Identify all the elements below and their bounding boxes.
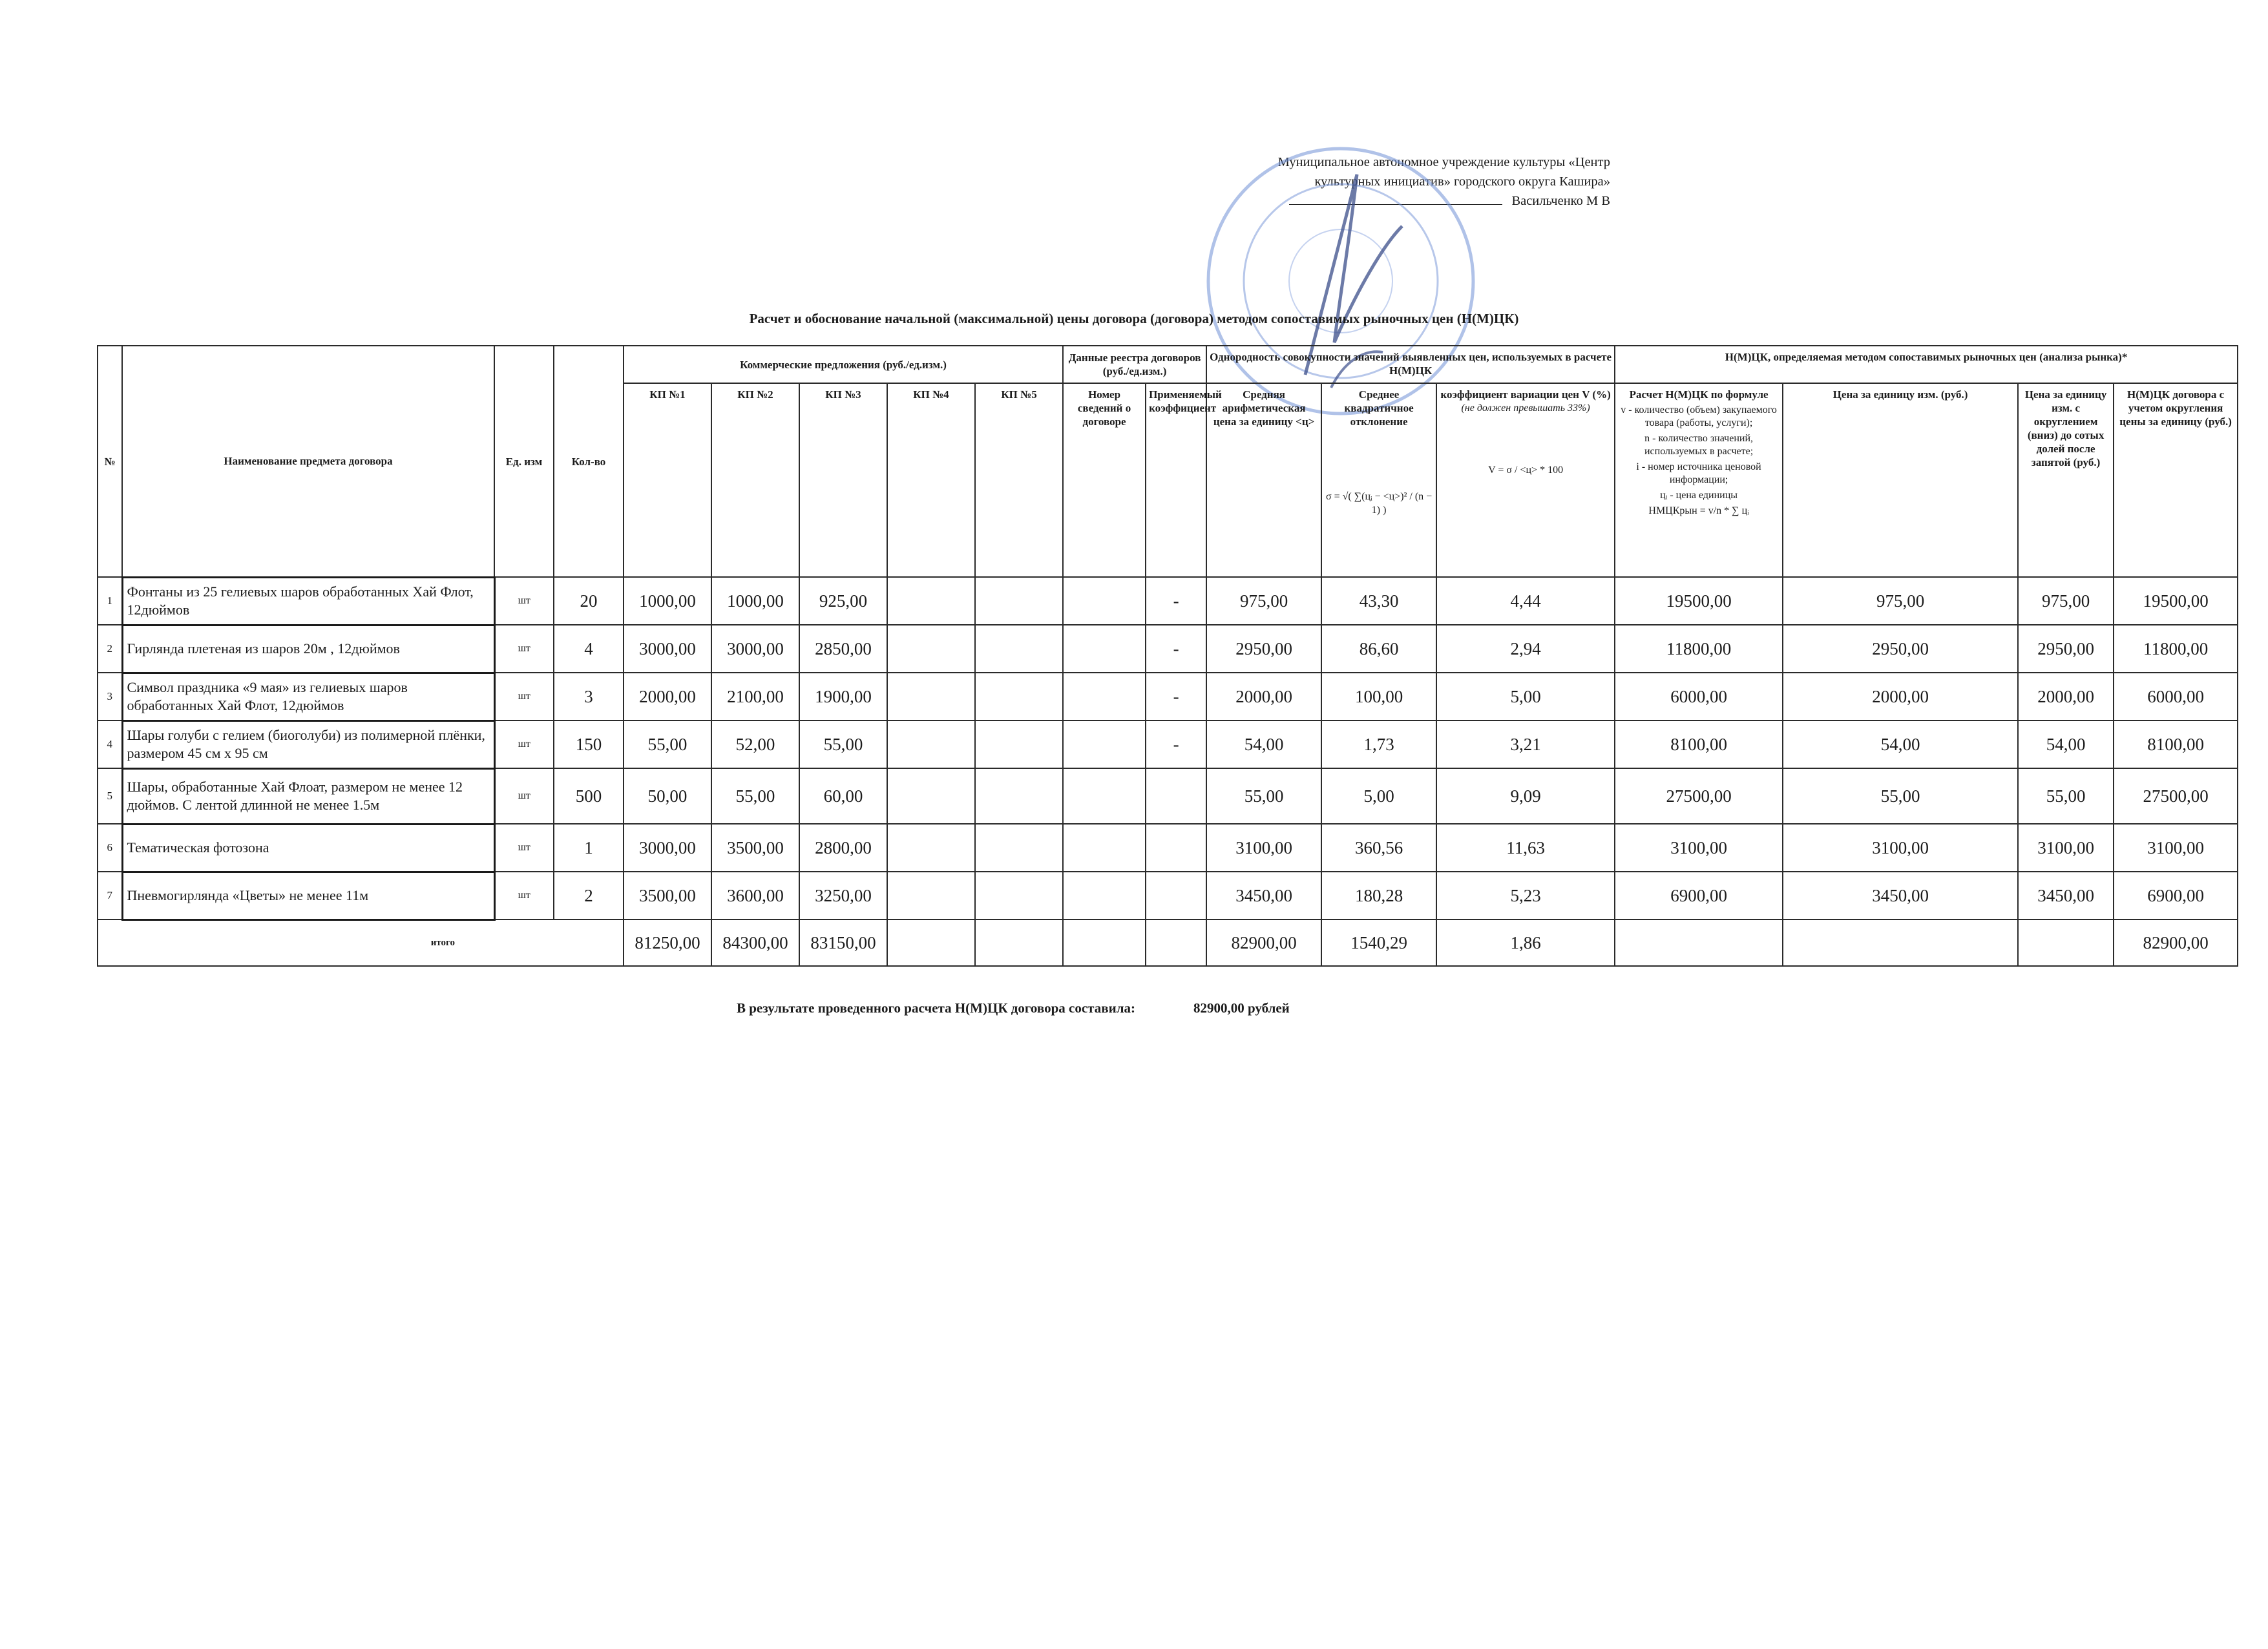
cell-calc: 19500,00 xyxy=(1615,577,1783,625)
calc-label: Расчет Н(М)ЦК по формуле xyxy=(1629,388,1769,401)
cell-coefficient xyxy=(1146,872,1206,919)
cell-kp4 xyxy=(887,768,975,824)
col-header-unit-price: Цена за единицу изм. (руб.) xyxy=(1783,383,2018,577)
calc-legend-v: v - количество (объем) закупаемого товара (работы, услуги); xyxy=(1621,404,1777,428)
table-row xyxy=(98,768,2238,824)
cell-calc: 11800,00 xyxy=(1615,625,1783,673)
col-header-kp3: КП №3 xyxy=(799,383,887,577)
cell-kp4 xyxy=(887,720,975,768)
cell-unit: шт xyxy=(494,720,554,768)
cell-mean: 2950,00 xyxy=(1206,625,1321,673)
cell-kp3: 60,00 xyxy=(799,768,887,824)
cell-unit-price: 54,00 xyxy=(1783,720,2018,768)
cell-unit-price: 975,00 xyxy=(1783,577,2018,625)
cell-kp5 xyxy=(975,673,1063,720)
approval-line-1: Муниципальное автономное учреждение культуры «Центр xyxy=(1277,155,1610,169)
approval-signature-line xyxy=(1119,191,1610,211)
total-contract-no xyxy=(1063,919,1146,966)
cell-mean: 975,00 xyxy=(1206,577,1321,625)
approval-block xyxy=(1119,152,1610,211)
cell-contract-no xyxy=(1063,625,1146,673)
total-mean: 82900,00 xyxy=(1206,919,1321,966)
cell-std: 360,56 xyxy=(1321,824,1436,872)
result-text: В результате проведенного расчета Н(М)ЦК договора составила: xyxy=(737,1000,1135,1016)
cell-name: Пневмогирлянда «Цветы» не менее 11м xyxy=(122,872,494,919)
cell-coefficient: - xyxy=(1146,720,1206,768)
signer-name: Васильченко М В xyxy=(1511,194,1610,208)
cell-unit-price: 2000,00 xyxy=(1783,673,2018,720)
total-rounded-price xyxy=(2018,919,2114,966)
cell-contract-no xyxy=(1063,673,1146,720)
cell-total: 19500,00 xyxy=(2114,577,2238,625)
cell-qty: 500 xyxy=(554,768,624,824)
cell-contract-no xyxy=(1063,768,1146,824)
group-header-nmck: Н(М)ЦК, определяемая методом сопоставимых рыночных цен (анализа рынка)* xyxy=(1615,346,2238,383)
cell-rounded-price: 54,00 xyxy=(2018,720,2114,768)
cell-mean: 3450,00 xyxy=(1206,872,1321,919)
cell-qty: 1 xyxy=(554,824,624,872)
cell-kp2: 2100,00 xyxy=(711,673,799,720)
col-header-variation xyxy=(1436,383,1615,577)
cell-variation: 11,63 xyxy=(1436,824,1615,872)
cell-rounded-price: 975,00 xyxy=(2018,577,2114,625)
total-unit-price xyxy=(1783,919,2018,966)
cell-kp1: 3000,00 xyxy=(624,824,711,872)
cell-qty: 3 xyxy=(554,673,624,720)
cell-name: Тематическая фотозона xyxy=(122,824,494,872)
cell-kp3: 925,00 xyxy=(799,577,887,625)
total-kp3: 83150,00 xyxy=(799,919,887,966)
cell-mean: 54,00 xyxy=(1206,720,1321,768)
cell-variation: 5,23 xyxy=(1436,872,1615,919)
total-coefficient xyxy=(1146,919,1206,966)
col-header-number: № xyxy=(98,346,122,577)
cell-variation: 3,21 xyxy=(1436,720,1615,768)
cell-kp1: 3500,00 xyxy=(624,872,711,919)
cell-unit: шт xyxy=(494,872,554,919)
total-calc xyxy=(1615,919,1783,966)
total-nmck: 82900,00 xyxy=(2114,919,2238,966)
cell-total: 8100,00 xyxy=(2114,720,2238,768)
cell-number: 1 xyxy=(98,577,122,625)
cell-variation: 5,00 xyxy=(1436,673,1615,720)
cell-kp3: 1900,00 xyxy=(799,673,887,720)
cell-rounded-price: 2000,00 xyxy=(2018,673,2114,720)
result-line xyxy=(737,1000,1290,1016)
cell-kp5 xyxy=(975,872,1063,919)
cell-calc: 6900,00 xyxy=(1615,872,1783,919)
total-kp1: 81250,00 xyxy=(624,919,711,966)
cell-number: 5 xyxy=(98,768,122,824)
cell-total: 27500,00 xyxy=(2114,768,2238,824)
cell-kp2: 3000,00 xyxy=(711,625,799,673)
col-header-kp1: КП №1 xyxy=(624,383,711,577)
total-variation: 1,86 xyxy=(1436,919,1615,966)
total-kp4 xyxy=(887,919,975,966)
cell-kp5 xyxy=(975,768,1063,824)
total-kp2: 84300,00 xyxy=(711,919,799,966)
cell-variation: 4,44 xyxy=(1436,577,1615,625)
cell-rounded-price: 2950,00 xyxy=(2018,625,2114,673)
std-label: Среднее квадратичное отклонение xyxy=(1344,388,1414,428)
table-row xyxy=(98,872,2238,919)
calc-legend-ci: цᵢ - цена единицы xyxy=(1660,490,1738,501)
col-header-qty: Кол-во xyxy=(554,346,624,577)
cell-kp2: 3600,00 xyxy=(711,872,799,919)
cell-kp4 xyxy=(887,673,975,720)
group-header-commercial: Коммерческие предложения (руб./ед.изм.) xyxy=(624,346,1063,383)
col-header-kp5: КП №5 xyxy=(975,383,1063,577)
cell-coefficient: - xyxy=(1146,673,1206,720)
cell-kp5 xyxy=(975,824,1063,872)
cell-mean: 2000,00 xyxy=(1206,673,1321,720)
cell-coefficient xyxy=(1146,824,1206,872)
cell-name: Шары, обработанные Хай Флоат, размером не менее 12 дюймов. С лентой длинной не менее 1.5м xyxy=(122,768,494,824)
cell-kp1: 55,00 xyxy=(624,720,711,768)
cell-calc: 3100,00 xyxy=(1615,824,1783,872)
cell-contract-no xyxy=(1063,720,1146,768)
cell-number: 3 xyxy=(98,673,122,720)
col-header-nmck-rounded: Н(М)ЦК договора с учетом округления цены за единицу (руб.) xyxy=(2114,383,2238,577)
cell-unit: шт xyxy=(494,577,554,625)
cell-rounded-price: 55,00 xyxy=(2018,768,2114,824)
total-kp5 xyxy=(975,919,1063,966)
signature-underline xyxy=(1289,191,1502,205)
cell-kp5 xyxy=(975,625,1063,673)
cell-kp5 xyxy=(975,720,1063,768)
cell-contract-no xyxy=(1063,824,1146,872)
col-header-kp4: КП №4 xyxy=(887,383,975,577)
cell-number: 6 xyxy=(98,824,122,872)
cell-calc: 6000,00 xyxy=(1615,673,1783,720)
cell-total: 6000,00 xyxy=(2114,673,2238,720)
cell-unit: шт xyxy=(494,673,554,720)
cell-kp1: 50,00 xyxy=(624,768,711,824)
group-header-homogeneity: Однородность совокупности значений выявленных цен, используемых в расчете Н(М)ЦК xyxy=(1206,346,1615,383)
col-header-name: Наименование предмета договора xyxy=(122,346,494,577)
calc-legend-n: n - количество значений, используемых в расчете; xyxy=(1644,433,1754,457)
cell-unit-price: 55,00 xyxy=(1783,768,2018,824)
cell-total: 11800,00 xyxy=(2114,625,2238,673)
totals-label: итого xyxy=(98,919,624,966)
std-formula: σ = √( ∑(цᵢ − <ц>)² / (n − 1) ) xyxy=(1325,491,1433,516)
cell-kp2: 1000,00 xyxy=(711,577,799,625)
cell-name: Гирлянда плетеная из шаров 20м , 12дюймов xyxy=(122,625,494,673)
cell-std: 180,28 xyxy=(1321,872,1436,919)
cell-std: 86,60 xyxy=(1321,625,1436,673)
cell-mean: 55,00 xyxy=(1206,768,1321,824)
cell-std: 5,00 xyxy=(1321,768,1436,824)
cell-kp2: 52,00 xyxy=(711,720,799,768)
total-std: 1540,29 xyxy=(1321,919,1436,966)
cell-unit: шт xyxy=(494,625,554,673)
cell-number: 2 xyxy=(98,625,122,673)
col-header-unit: Ед. изм xyxy=(494,346,554,577)
cell-qty: 150 xyxy=(554,720,624,768)
table-row xyxy=(98,577,2238,625)
cell-variation: 9,09 xyxy=(1436,768,1615,824)
cell-kp4 xyxy=(887,872,975,919)
cell-coefficient xyxy=(1146,768,1206,824)
cell-kp3: 3250,00 xyxy=(799,872,887,919)
cell-kp2: 3500,00 xyxy=(711,824,799,872)
cell-qty: 2 xyxy=(554,872,624,919)
cell-qty: 4 xyxy=(554,625,624,673)
table-row xyxy=(98,673,2238,720)
cell-kp4 xyxy=(887,824,975,872)
cell-name: Символ праздника «9 мая» из гелиевых шаров обработанных Хай Флот, 12дюймов xyxy=(122,673,494,720)
cell-unit-price: 2950,00 xyxy=(1783,625,2018,673)
cell-unit: шт xyxy=(494,824,554,872)
cell-rounded-price: 3100,00 xyxy=(2018,824,2114,872)
approval-line-2: культурных инициатив» городского округа Кашира» xyxy=(1314,174,1610,189)
variation-formula: V = σ / <ц> * 100 xyxy=(1488,465,1564,476)
document-title: Расчет и обоснование начальной (максимальной) цены договора (договора) методом сопоставимых рыночных цен (Н(М)ЦК) xyxy=(749,311,1519,326)
cell-name: Фонтаны из 25 гелиевых шаров обработанных Хай Флот, 12дюймов xyxy=(122,577,494,625)
table-row xyxy=(98,720,2238,768)
totals-row xyxy=(98,919,2238,966)
calc-legend-i: i - номер источника ценовой информации; xyxy=(1636,461,1761,485)
cell-kp5 xyxy=(975,577,1063,625)
cell-mean: 3100,00 xyxy=(1206,824,1321,872)
cell-total: 6900,00 xyxy=(2114,872,2238,919)
cell-coefficient: - xyxy=(1146,577,1206,625)
cell-kp4 xyxy=(887,577,975,625)
cell-unit: шт xyxy=(494,768,554,824)
result-value: 82900,00 рублей xyxy=(1193,1000,1290,1016)
cell-kp3: 2850,00 xyxy=(799,625,887,673)
col-header-rounded-price: Цена за единицу изм. с округлением (вниз) до сотых долей после запятой (руб.) xyxy=(2018,383,2114,577)
cell-kp1: 2000,00 xyxy=(624,673,711,720)
cell-unit-price: 3450,00 xyxy=(1783,872,2018,919)
cell-number: 4 xyxy=(98,720,122,768)
cell-total: 3100,00 xyxy=(2114,824,2238,872)
variation-label: коэффициент вариации цен V (%) xyxy=(1440,388,1611,401)
cell-number: 7 xyxy=(98,872,122,919)
cell-variation: 2,94 xyxy=(1436,625,1615,673)
variation-note: (не должен превышать 33%) xyxy=(1461,403,1590,414)
col-header-kp2: КП №2 xyxy=(711,383,799,577)
cell-rounded-price: 3450,00 xyxy=(2018,872,2114,919)
cell-kp1: 1000,00 xyxy=(624,577,711,625)
cell-kp4 xyxy=(887,625,975,673)
col-header-std xyxy=(1321,383,1436,577)
col-header-contract-no: Номер сведений о договоре xyxy=(1063,383,1146,577)
cell-kp2: 55,00 xyxy=(711,768,799,824)
col-header-mean: Средняя арифметическая цена за единицу <ц> xyxy=(1206,383,1321,577)
calc-formula: НМЦКрын = v/n * ∑ цᵢ xyxy=(1648,505,1749,516)
cell-kp3: 55,00 xyxy=(799,720,887,768)
cell-kp1: 3000,00 xyxy=(624,625,711,673)
cell-unit-price: 3100,00 xyxy=(1783,824,2018,872)
cell-qty: 20 xyxy=(554,577,624,625)
table-row xyxy=(98,625,2238,673)
col-header-calc xyxy=(1615,383,1783,577)
cell-coefficient: - xyxy=(1146,625,1206,673)
cell-name: Шары голуби с гелием (биоголуби) из полимерной плёнки, размером 45 см х 95 см xyxy=(122,720,494,768)
cell-calc: 8100,00 xyxy=(1615,720,1783,768)
cell-std: 1,73 xyxy=(1321,720,1436,768)
cell-std: 43,30 xyxy=(1321,577,1436,625)
cell-std: 100,00 xyxy=(1321,673,1436,720)
price-calculation-table xyxy=(97,345,2238,967)
table-row xyxy=(98,824,2238,872)
group-header-registry: Данные реестра договоров (руб./ед.изм.) xyxy=(1063,346,1206,383)
cell-contract-no xyxy=(1063,577,1146,625)
cell-kp3: 2800,00 xyxy=(799,824,887,872)
cell-contract-no xyxy=(1063,872,1146,919)
cell-calc: 27500,00 xyxy=(1615,768,1783,824)
col-header-coefficient: Применяемый коэффициент xyxy=(1146,383,1206,577)
